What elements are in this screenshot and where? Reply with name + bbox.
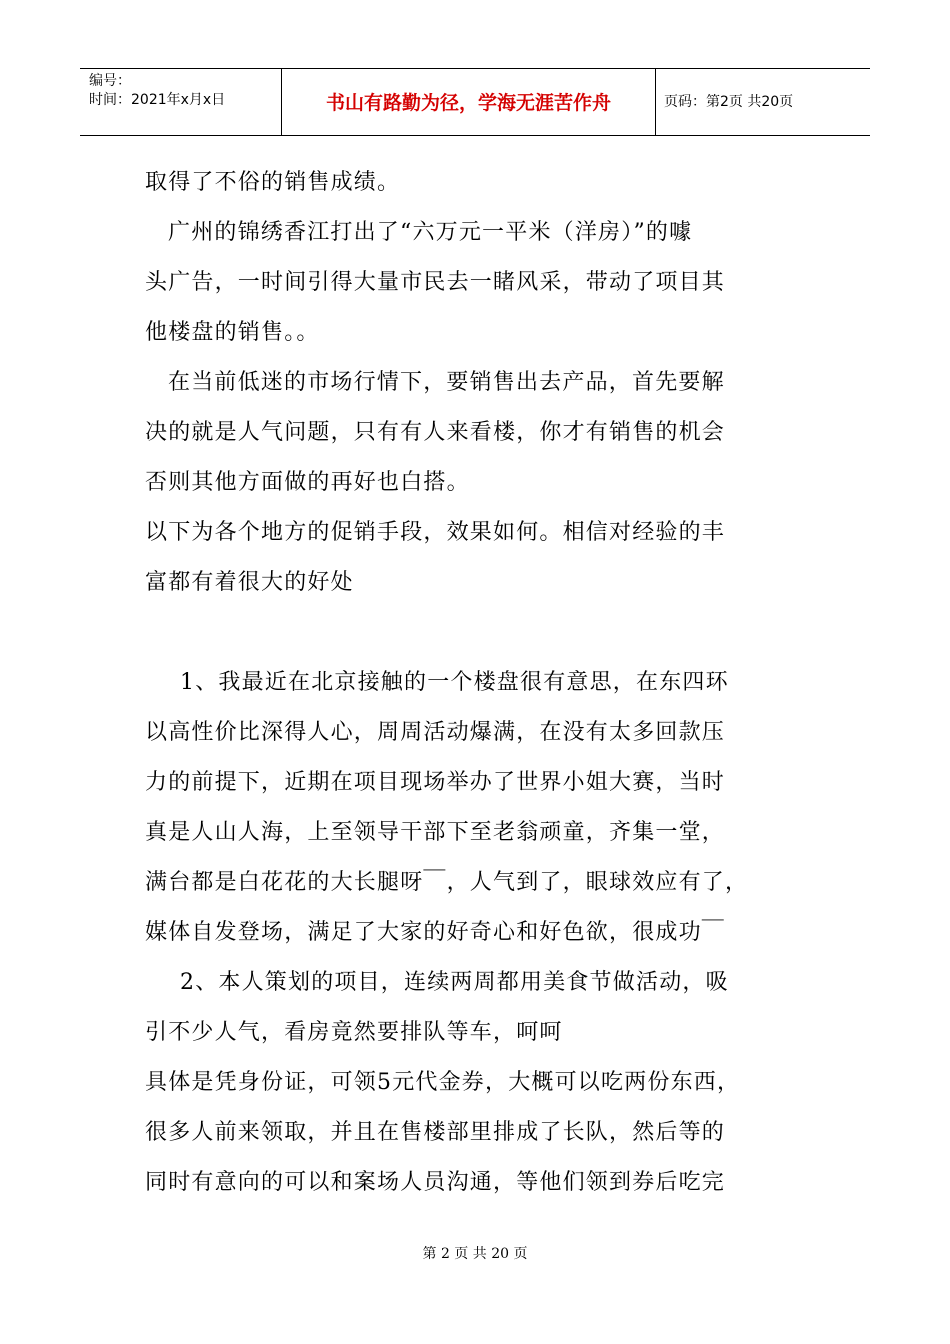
document-time-label: 时间：2021年x月x日	[89, 92, 226, 108]
text-line: 富都有着很大的好处	[145, 570, 354, 595]
text-line: 以下为各个地方的促销手段，效果如何。相信对经验的丰	[145, 520, 726, 545]
header-page-info: 页码：第2页 共20页	[664, 94, 794, 110]
text-line: 媒体自发登场，满足了大家的好奇心和好色欲，很成功￣	[145, 920, 726, 945]
text-line: 决的就是人气问题，只有有人来看楼，你才有销售的机会	[145, 420, 726, 445]
text-line: 以高性价比深得人心，周周活动爆满，在没有太多回款压	[145, 720, 726, 745]
text-line: 具体是凭身份证，可领5元代金券，大概可以吃两份东西，	[145, 1070, 741, 1095]
text-line: 同时有意向的可以和案场人员沟通，等他们领到券后吃完	[145, 1170, 726, 1195]
text-line: 引不少人气，看房竟然要排队等车，呵呵	[145, 1020, 563, 1045]
page-footer: 第 2 页 共 20 页	[422, 1246, 528, 1262]
text-line: 很多人前来领取，并且在售楼部里排成了长队，然后等的	[145, 1120, 726, 1145]
text-line: 在当前低迷的市场行情下，要销售出去产品，首先要解	[168, 370, 725, 395]
text-line: 头广告，一时间引得大量市民去一睹风采，带动了项目其	[145, 270, 726, 295]
text-line: 广州的锦绣香江打出了“六万元一平米（洋房）”的噱	[168, 220, 693, 245]
text-line: 2、本人策划的项目，连续两周都用美食节做活动，吸	[180, 970, 729, 995]
text-line: 否则其他方面做的再好也白搭。	[145, 470, 470, 495]
text-line: 满台都是白花花的大长腿呀￣，人气到了，眼球效应有了，	[145, 870, 749, 895]
header-info-cell	[80, 69, 282, 135]
document-number-label: 编号：	[89, 73, 131, 89]
header-motto-cell	[282, 69, 656, 135]
text-line: 他楼盘的销售。。	[145, 320, 320, 345]
text-line: 取得了不俗的销售成绩。	[145, 170, 401, 195]
text-line: 真是人山人海，上至领导干部下至老翁顽童，齐集一堂，	[145, 820, 726, 845]
document-header	[80, 68, 870, 136]
text-line: 1、我最近在北京接触的一个楼盘很有意思，在东四环	[180, 670, 729, 695]
header-page-cell	[656, 69, 870, 135]
text-line: 力的前提下，近期在项目现场举办了世界小姐大赛，当时	[145, 770, 726, 795]
header-motto: 书山有路勤为径，学海无涯苦作舟	[325, 92, 611, 114]
